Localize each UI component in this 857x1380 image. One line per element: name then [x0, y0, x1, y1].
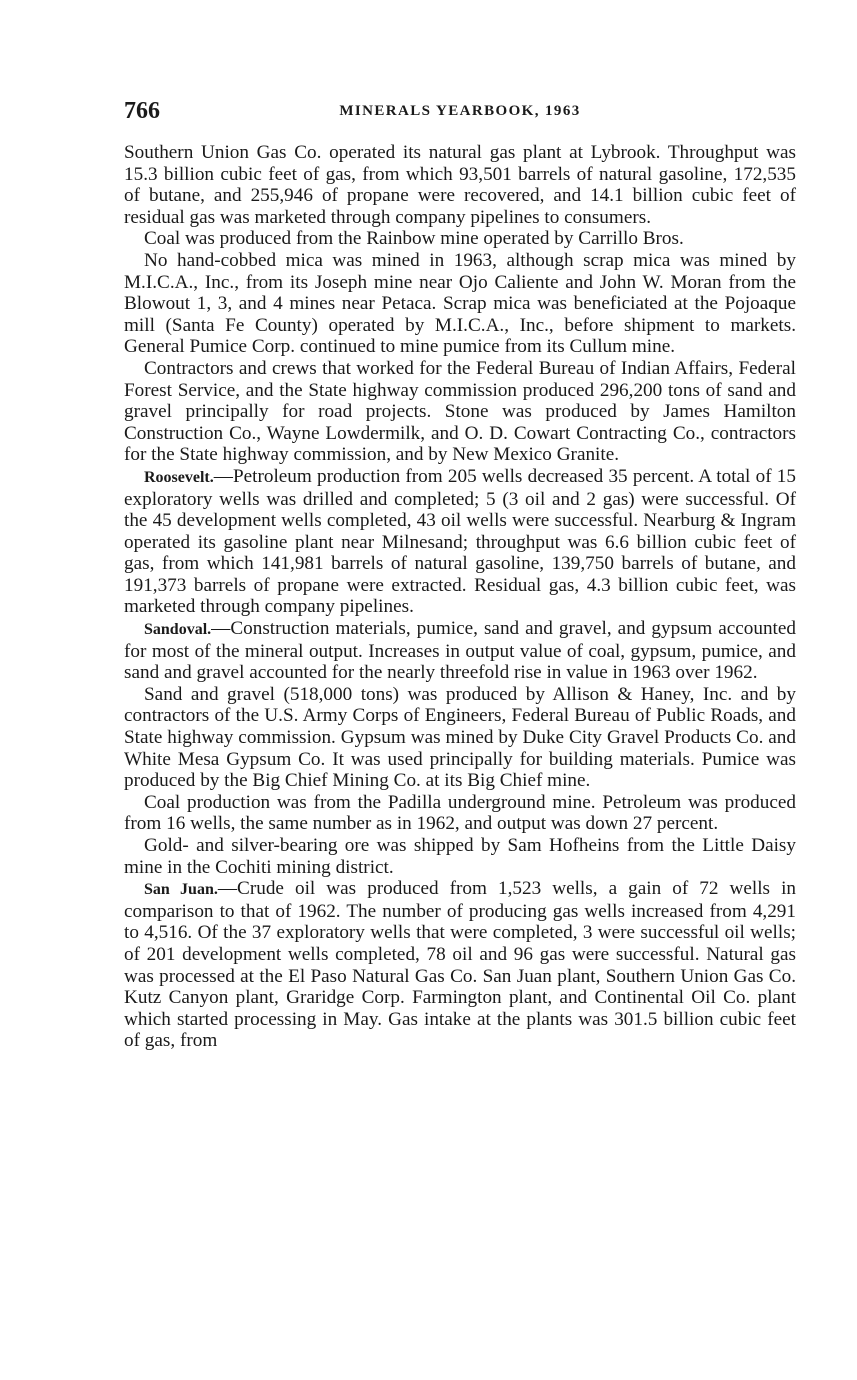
paragraph	[124, 878, 796, 1052]
county-heading: Roosevelt.	[144, 468, 214, 486]
paragraph	[124, 792, 796, 835]
page-header	[124, 96, 796, 130]
paragraph-text: Gold- and silver-bearing ore was shipped by Sam Hofheins from the Little Daisy mine in the Cochiti mining district.	[124, 835, 796, 878]
paragraph-text: —Petroleum production from 205 wells decreased 35 percent. A total of 15 exploratory wells was drilled and completed; 5 (3 oil and 2 gas) were successful. Of the 45 development wells completed, 43 oil wells were successful. Nearburg & Ingram operated its gasoline plant near Milnesand; throughput was 6.6 billion cubic feet of gas, from which 141,981 barrels of natural gasoline, 139,750 barrels of butane, and 191,373 barrels of propane were extracted. Residual gas, 4.3 billion cubic feet, was marketed through company pipelines.	[124, 465, 796, 618]
paragraph-text: —Crude oil was produced from 1,523 wells, a gain of 72 wells in comparison to that of 1962. The number of producing gas wells increased from 4,291 to 4,516. Of the 37 exploratory wells that were completed, 3 were successful oil wells; of 201 development wells completed, 78 oil and 96 gas were successful. Natural gas was processed at the El Paso Natural Gas Co. San Juan plant, Southern Union Gas Co. Kutz Canyon plant, Graridge Corp. Farmington plant, and Continental Oil Co. plant which started processing in May. Gas intake at the plants was 301.5 billion cubic feet of gas, from	[124, 878, 797, 1052]
paragraph-text: —Construction materials, pumice, sand and gravel, and gypsum accounted for most of the mineral output. Increases in output value of coal, gypsum, pumice, and sand and gravel accounted for the nearly threefold rise in value in 1963 over 1962.	[124, 618, 796, 684]
paragraph	[124, 466, 796, 618]
paragraph-text: No hand-cobbed mica was mined in 1963, although scrap mica was mined by M.I.C.A., Inc., from its Joseph mine near Ojo Caliente and John W. Moran from the Blowout 1, 3, and 4 mines near Petaca. Scrap mica was beneficiated at the Pojoaque mill (Santa Fe County) operated by M.I.C.A., Inc., before shipment to markets. General Pumice Corp. continued to mine pumice from its Cullum mine.	[124, 249, 796, 358]
paragraph	[124, 228, 796, 250]
paragraph	[124, 142, 796, 228]
paragraph-text: Southern Union Gas Co. operated its natural gas plant at Lybrook. Throughput was 15.3 billion cubic feet of gas, from which 93,501 barrels of natural gasoline, 172,535 of butane, and 255,946 of propane were recovered, and 14.1 billion cubic feet of residual gas was marketed through company pipelines to consumers.	[124, 142, 796, 228]
paragraph	[124, 250, 796, 358]
paragraph-text: Coal was produced from the Rainbow mine operated by Carrillo Bros.	[144, 228, 684, 250]
county-heading: Sandoval.	[144, 621, 212, 639]
paragraph-text: Coal production was from the Padilla underground mine. Petroleum was produced from 16 wells, the same number as in 1962, and output was down 27 percent.	[124, 791, 796, 835]
county-heading: San Juan.	[144, 881, 218, 899]
paragraph	[124, 358, 796, 466]
body-text	[124, 142, 796, 1052]
paragraph-text: Sand and gravel (518,000 tons) was produced by Allison & Haney, Inc. and by contractors of the U.S. Army Corps of Engineers, Federal Bureau of Public Roads, and State highway commission. Gypsum was mined by Duke City Gravel Products Co. and White Mesa Gypsum Co. It was used principally for building materials. Pumice was produced by the Big Chief Mining Co. at its Big Chief mine.	[124, 683, 796, 792]
page-number: 766	[124, 98, 160, 124]
running-title: MINERALS YEARBOOK, 1963	[339, 103, 581, 119]
paragraph	[124, 684, 796, 792]
paragraph	[124, 618, 796, 684]
paragraph-text: Contractors and crews that worked for the Federal Bureau of Indian Affairs, Federal Forest Service, and the State highway commission produced 296,200 tons of sand and gravel principally for road projects. Stone was produced by James Hamilton Construction Co., Wayne Lowdermilk, and O. D. Cowart Contracting Co., contractors for the State highway commission, and by New Mexico Granite.	[124, 357, 796, 466]
paragraph	[124, 835, 796, 878]
